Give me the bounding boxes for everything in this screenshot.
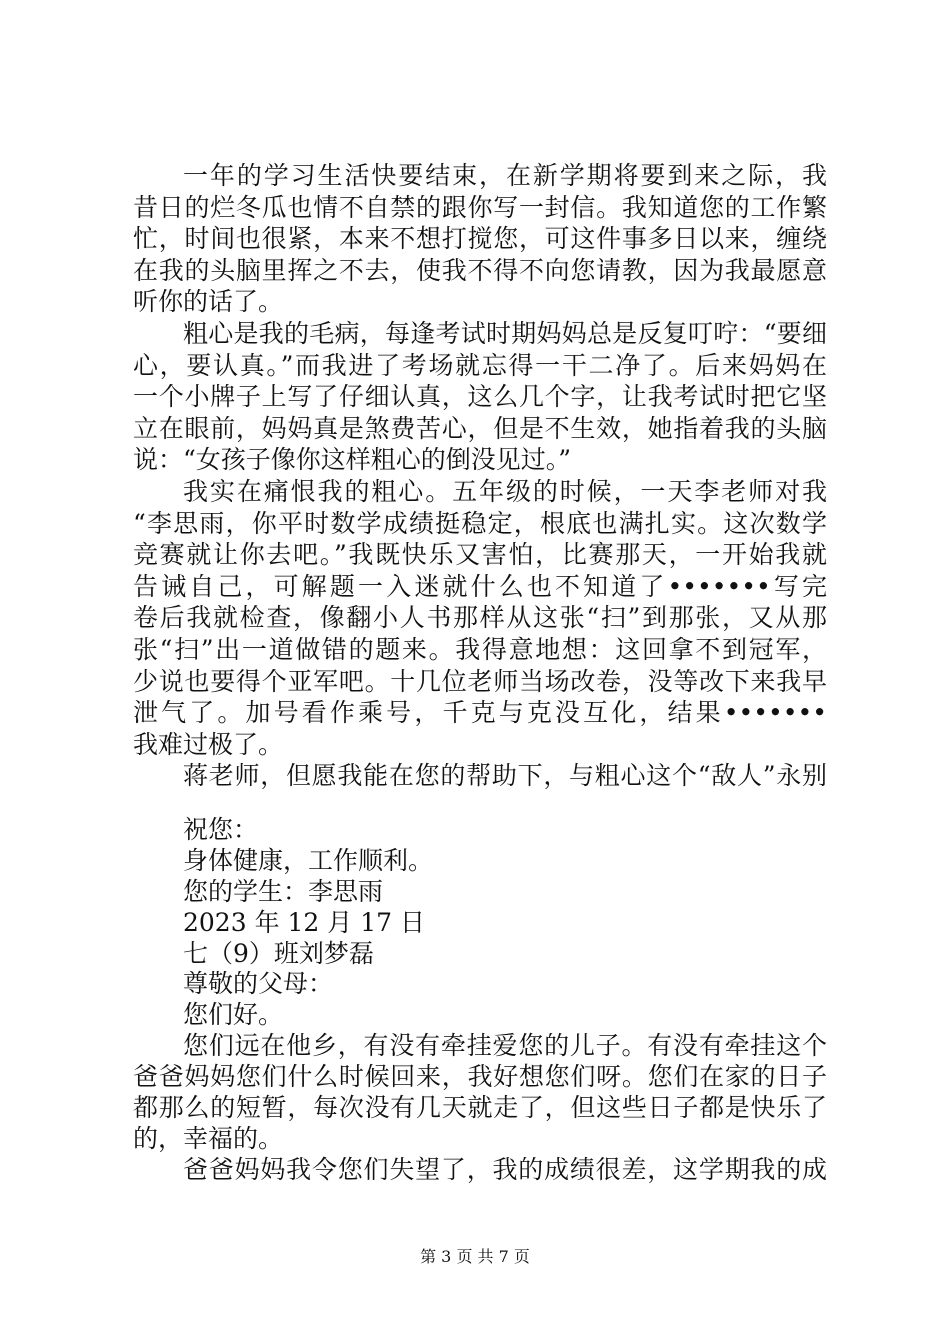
text-line: 一个小牌子上写了仔细认真，这么几个字，让我考试时把它坚 (133, 382, 827, 412)
text-line: 告诫自己，可解题一入迷就什么也不知道了•••••••写完 (133, 571, 827, 601)
text-line: 都那么的短暂，每次没有几天就走了，但这些日子都是快乐了 (133, 1093, 827, 1123)
text-line: 蒋老师，但愿我能在您的帮助下，与粗心这个“敌人”永别 (183, 761, 827, 791)
text-line: 尊敬的父母： (183, 969, 334, 999)
text-line: 忙，时间也很紧，本来不想打搅您，可这件事多日以来，缠绕 (133, 224, 827, 254)
text-line: 您们好。 (183, 1000, 284, 1030)
text-line: 您们远在他乡，有没有牵挂爱您的儿子。有没有牵挂这个 (183, 1031, 827, 1061)
page-number: 第 3 页 共 7 页 (420, 1247, 530, 1266)
text-line: 的，幸福的。 (133, 1123, 284, 1153)
text-line: 身体健康，工作顺利。 (183, 845, 434, 875)
letter-closing-and-letter-to-parents (133, 815, 827, 1186)
text-line: 2023 年 12 月 17 日 (183, 907, 425, 937)
text-line: 泄气了。加号看作乘号，千克与克没互化，结果••••••• (133, 698, 827, 728)
text-line: 我难过极了。 (133, 729, 284, 759)
text-line: 卷后我就检查，像翻小人书那样从这张“扫”到那张，又从那 (133, 603, 827, 633)
text-line: 七（9）班刘梦磊 (183, 938, 374, 968)
text-line: 昔日的烂冬瓜也情不自禁的跟你写一封信。我知道您的工作繁 (133, 192, 827, 222)
text-line: 粗心是我的毛病，每逢考试时期妈妈总是反复叮咛：“要细 (183, 318, 827, 348)
text-line: 竞赛就让你去吧。”我既快乐又害怕，比赛那天，一开始我就 (133, 540, 827, 570)
text-line: 在我的头脑里挥之不去，使我不得不向您请教，因为我最愿意 (133, 255, 827, 285)
text-line: 爸爸妈妈您们什么时候回来，我好想您们呀。您们在家的日子 (133, 1062, 827, 1092)
text-line: 心，要认真。”而我进了考场就忘得一干二净了。后来妈妈在 (133, 350, 827, 380)
text-line: 张“扫”出一道做错的题来。我得意地想：这回拿不到冠军， (133, 634, 827, 664)
letter-to-teacher (133, 160, 827, 792)
text-line: 祝您： (183, 815, 259, 844)
text-line: 听你的话了。 (133, 287, 284, 317)
text-line: 我实在痛恨我的粗心。五年级的时候，一天李老师对我 (183, 476, 827, 506)
text-line: “李思雨，你平时数学成绩挺稳定，根底也满扎实。这次数学 (133, 508, 827, 538)
text-line: 立在眼前，妈妈真是煞费苦心，但是不生效，她指着我的头脑 (133, 413, 827, 443)
text-line: 您的学生：李思雨 (183, 876, 384, 906)
text-line: 一年的学习生活快要结束，在新学期将要到来之际，我 (183, 161, 827, 190)
text-line: 少说也要得个亚军吧。十几位老师当场改卷，没等改下来我早 (133, 666, 827, 696)
text-line: 爸爸妈妈我令您们失望了，我的成绩很差，这学期我的成 (183, 1154, 827, 1184)
text-line: 说：“女孩子像你这样粗心的倒没见过。” (133, 445, 572, 475)
